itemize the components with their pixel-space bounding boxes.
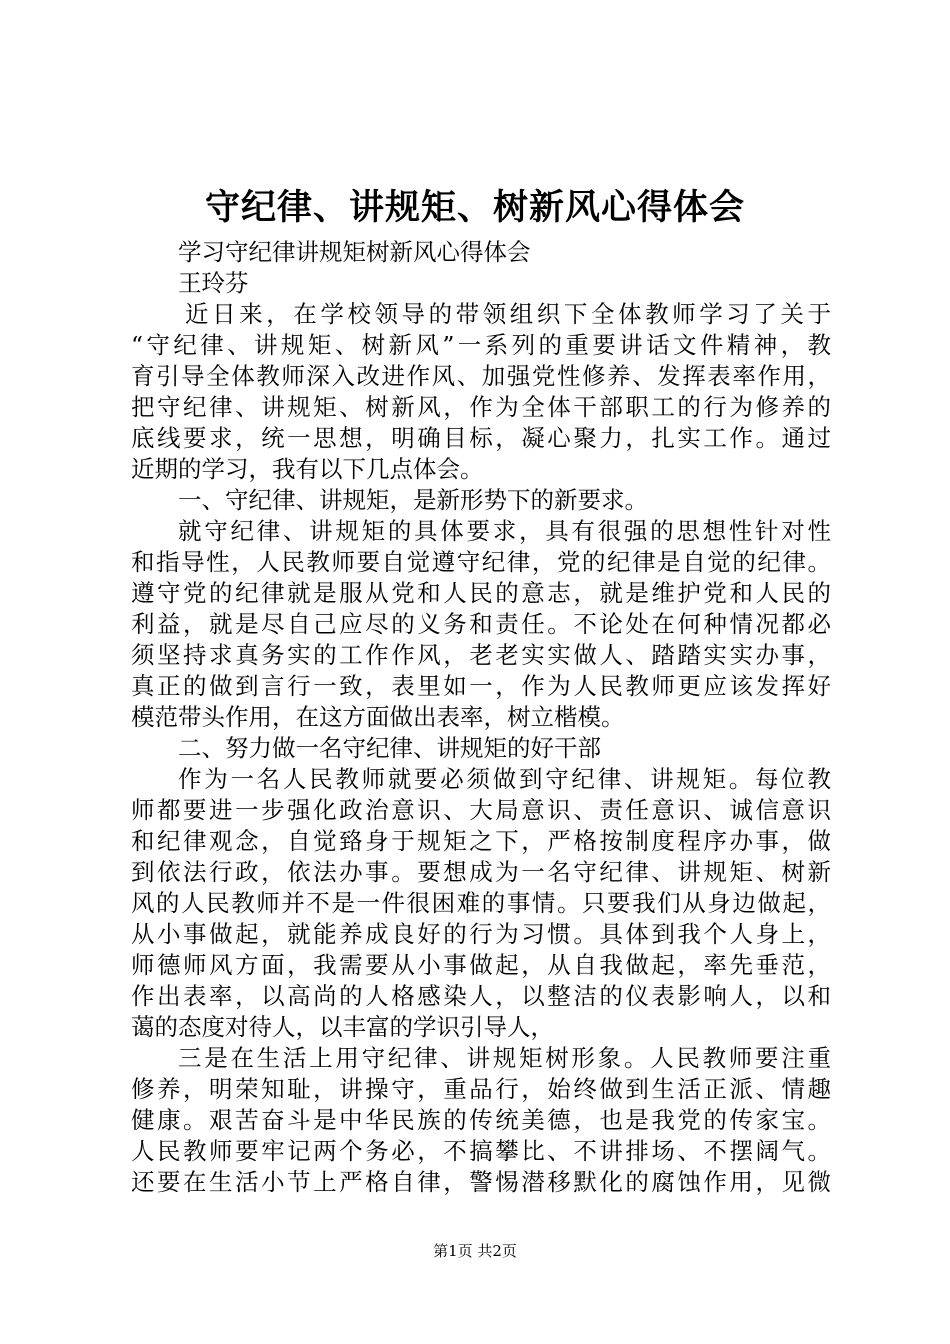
document-title: 守纪律、讲规矩、树新风心得体会 <box>204 187 745 228</box>
section-heading-1: 一、守纪律、讲规矩，是新形势下的新要求。 <box>178 486 648 514</box>
text-line: 把守纪律、讲规矩、树新风，作为全体干部职工的行为修养的 <box>131 393 831 421</box>
text-line: 底线要求，统一思想，明确目标，凝心聚力，扎实工作。通过 <box>131 424 831 452</box>
text-line: 蔼的态度对待人，以丰富的学识引导人， <box>131 1013 554 1041</box>
subtitle-line: 学习守纪律讲规矩树新风心得体会 <box>178 238 531 266</box>
text-line: 利益，就是尽自己应尽的义务和责任。不论处在何种情况都必 <box>131 610 831 638</box>
text-line: 近日来，在学校领导的带领组织下全体教师学习了关于 <box>185 300 831 328</box>
text-line: 就守纪律、讲规矩的具体要求，具有很强的思想性针对性 <box>178 517 831 545</box>
section-heading-2: 二、努力做一名守纪律、讲规矩的好干部 <box>178 734 601 762</box>
text-line: 真正的做到言行一致，表里如一，作为人民教师更应该发挥好 <box>131 672 831 700</box>
text-line: 和纪律观念，自觉臵身于规矩之下，严格按制度程序办事，做 <box>131 827 831 855</box>
section-heading-3: 三是在生活上用守纪律、讲规矩树形象。人民教师要注重 <box>178 1044 831 1072</box>
text-line: 遵守党的纪律就是服从党和人民的意志，就是维护党和人民的 <box>131 579 831 607</box>
text-line: 师都要进一步强化政治意识、大局意识、责任意识、诚信意识 <box>131 796 831 824</box>
text-line: 还要在生活小节上严格自律，警惕潜移默化的腐蚀作用，见微 <box>131 1168 831 1196</box>
text-line: 和指导性，人民教师要自觉遵守纪律，党的纪律是自觉的纪律。 <box>131 548 831 576</box>
text-line: 师德师风方面，我需要从小事做起，从自我做起，率先垂范， <box>131 951 831 979</box>
text-line: 健康。艰苦奋斗是中华民族的传统美德，也是我党的传家宝。 <box>131 1106 831 1134</box>
text-line: 作为一名人民教师就要必须做到守纪律、讲规矩。每位教 <box>178 765 831 793</box>
text-line: 模范带头作用，在这方面做出表率，树立楷模。 <box>131 703 625 731</box>
text-line: 近期的学习，我有以下几点体会。 <box>131 455 484 483</box>
text-line: 从小事做起，就能养成良好的行为习惯。具体到我个人身上， <box>131 920 831 948</box>
text-line: 到依法行政，依法办事。要想成为一名守纪律、讲规矩、树新 <box>131 858 831 886</box>
text-line: 育引导全体教师深入改进作风、加强党性修养、发挥表率作用， <box>131 362 831 390</box>
text-line: 风的人民教师并不是一件很困难的事情。只要我们从身边做起， <box>131 889 831 917</box>
text-line: “守纪律、讲规矩、树新风”一系列的重要讲话文件精神，教 <box>131 331 831 359</box>
author-line: 王玲芬 <box>178 269 249 297</box>
page-number: 第1页 共2页 <box>433 1242 517 1260</box>
document-body <box>131 237 831 1198</box>
text-line: 修养，明荣知耻，讲操守，重品行，始终做到生活正派、情趣 <box>131 1075 831 1103</box>
text-line: 人民教师要牢记两个务必，不搞攀比、不讲排场、不摆阔气。 <box>131 1137 831 1165</box>
text-line: 须坚持求真务实的工作作风，老老实实做人、踏踏实实办事， <box>131 641 831 669</box>
text-line: 作出表率，以高尚的人格感染人，以整洁的仪表影响人，以和 <box>131 982 831 1010</box>
